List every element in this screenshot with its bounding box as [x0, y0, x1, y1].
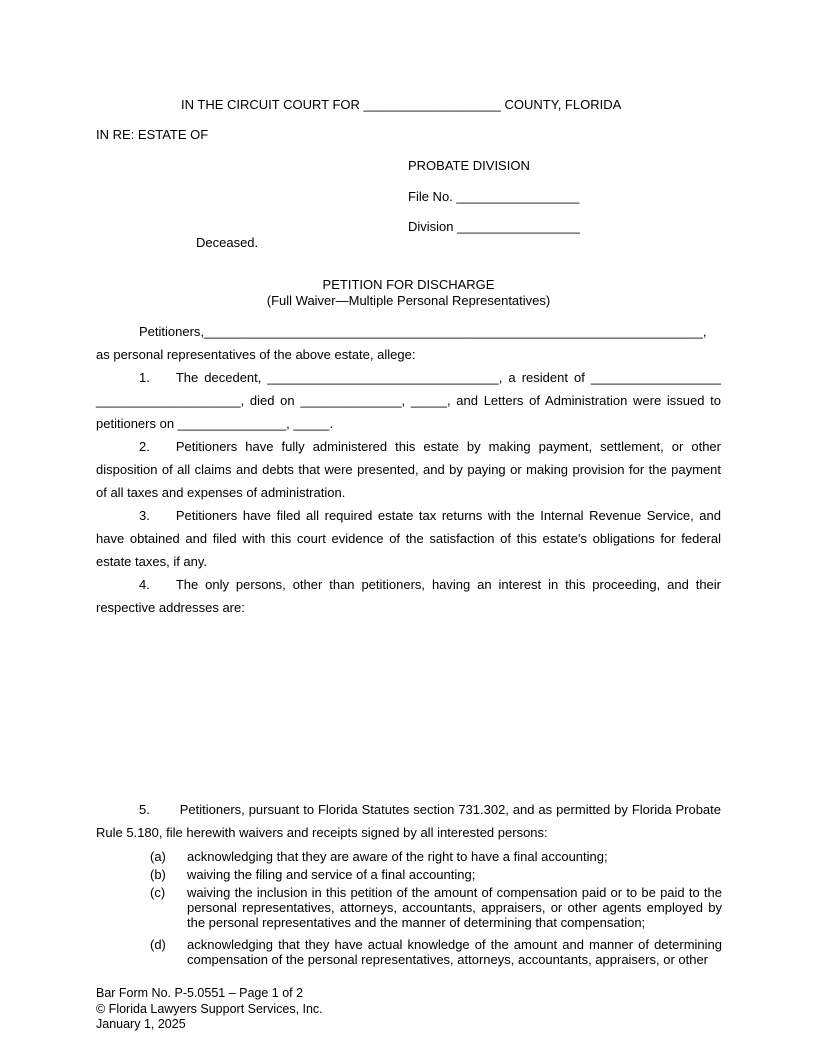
paragraph-1: 1. The decedent, ________________________________, a resident of __________________ ____________________, died on ______________, _____, and Letters of Administration were issued to petitioners on _______________, _____.: [96, 370, 721, 431]
copyright-notice: © Florida Lawyers Support Services, Inc.: [96, 1001, 323, 1016]
paragraph-3: 3. Petitioners have filed all required estate tax returns with the Internal Revenue Service, and have obtained and filed with this court evidence of the satisfaction of this estate's obligations for federal estate taxes, if any.: [96, 508, 721, 569]
estate-caption: IN RE: ESTATE OF: [96, 127, 209, 142]
file-number: File No. _________________: [408, 189, 580, 204]
list-item-label: (a): [150, 849, 166, 864]
intro-paragraph: Petitioners,_____________________________________________________________________, as personal representatives of the above estate, allege:: [96, 324, 707, 362]
form-number: Bar Form No. P-5.0551 – Page 1 of 2: [96, 986, 304, 1000]
paragraph-4: 4. The only persons, other than petitioners, having an interest in this proceeding, and their respective addresses are:: [96, 577, 721, 615]
page-footer: [96, 986, 323, 1033]
document-subtitle: (Full Waiver—Multiple Personal Representatives): [266, 293, 551, 308]
list-item-label: (d): [150, 937, 166, 952]
document-title: PETITION FOR DISCHARGE: [322, 277, 495, 292]
deceased-label: Deceased.: [196, 235, 259, 250]
probate-division: PROBATE DIVISION: [408, 158, 530, 173]
list-item-text: acknowledging that they are aware of the right to have a final accounting;: [187, 849, 608, 864]
court-heading: IN THE CIRCUIT COURT FOR ___________________ COUNTY, FLORIDA: [181, 97, 622, 112]
list-item-text: acknowledging that they have actual knowledge of the amount and manner of determining compensation of the personal representatives, attorneys, accountants, appraisers, or other: [187, 937, 722, 967]
list-item-label: (c): [150, 885, 166, 900]
revision-date: January 1, 2025: [96, 1017, 186, 1031]
paragraph-2: 2. Petitioners have fully administered this estate by making payment, settlement, or other disposition of all claims and debts that were presented, and by paying or making provision for the payment of all taxes and expenses of administration.: [96, 439, 721, 500]
division-field: Division _________________: [408, 219, 581, 234]
list-item-text: waiving the inclusion in this petition of the amount of compensation paid or to be paid to the personal representatives, attorneys, accountants, appraisers, or other agents employed by the personal representatives and the manner of determining that compensation;: [187, 885, 722, 930]
list-item-text: waiving the filing and service of a final accounting;: [187, 867, 476, 882]
paragraph-5: 5. Petitioners, pursuant to Florida Statutes section 731.302, and as permitted by Florida Probate Rule 5.180, file herewith waivers and receipts signed by all interested persons:: [96, 802, 721, 840]
list-item-label: (b): [150, 867, 166, 882]
